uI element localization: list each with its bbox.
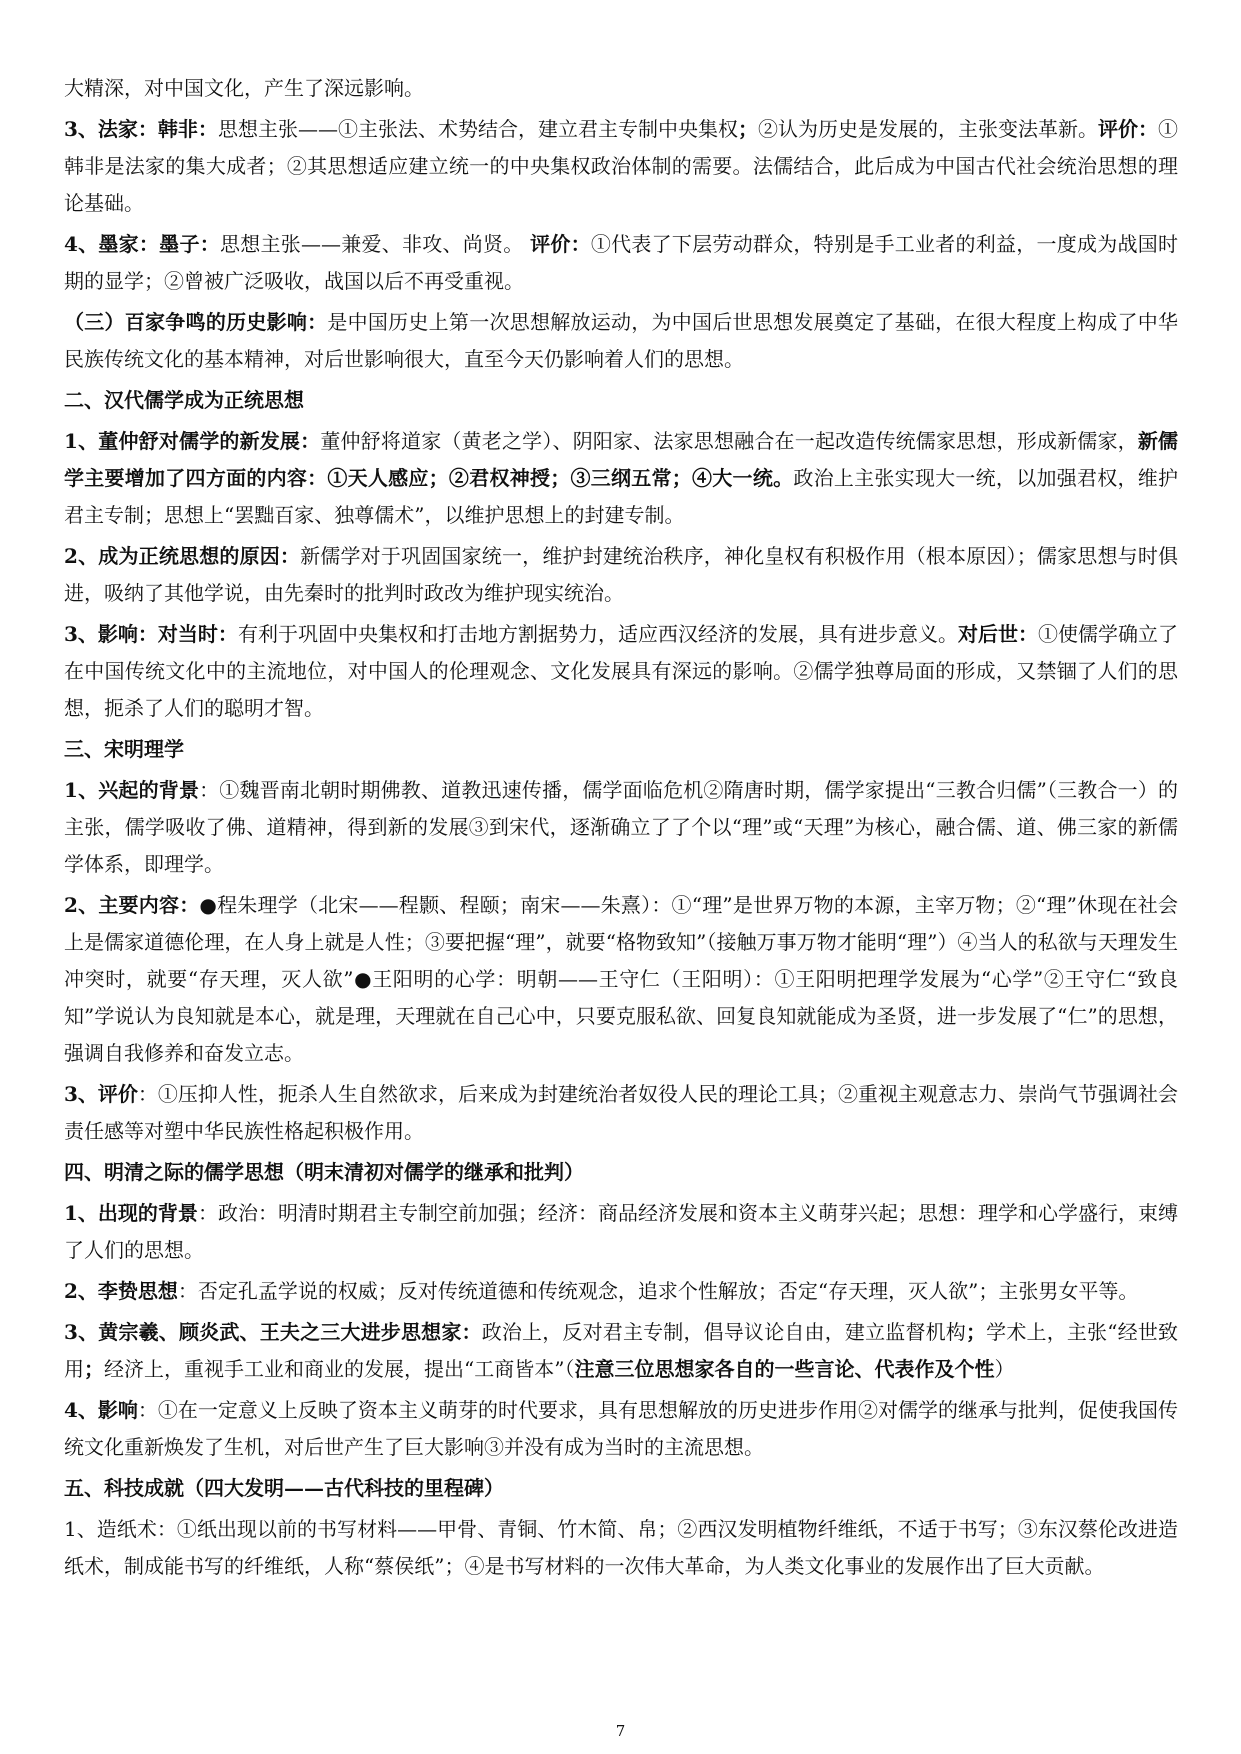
body-text: ）	[994, 1357, 1015, 1381]
paragraph-p14	[64, 1195, 1178, 1269]
bold-text: 3、影响：对当时：	[64, 622, 238, 646]
body-text: 经济上，重视手工业和商业的发展，提出“工商皆本”（	[104, 1357, 575, 1381]
bold-text: ；	[965, 1320, 986, 1344]
bold-text: 1、董仲舒对儒学的新发展：	[64, 429, 321, 453]
bold-text: 新儒学主要增加了四方面的内容：①天人感应；②君权神授；③三纲五常；④大一统。	[64, 429, 1179, 490]
paragraph-p6	[64, 423, 1178, 534]
paragraph-p5	[64, 382, 1178, 419]
body-text: ②认为历史是发展的，主张变法革新。	[757, 117, 1099, 141]
paragraph-p17	[64, 1392, 1178, 1466]
paragraph-p10	[64, 772, 1178, 883]
body-text: ①使儒学确立了在中国传统文化中的主流地位，对中国人的伦理观念、文化发展具有深远的影响。②儒学独尊局面的形成，又禁锢了人们的思想，扼杀了人们的聪明才智。	[64, 622, 1179, 720]
body-text: 新儒学对于巩固国家统一，维护封建统治秩序，神化皇权有积极作用（根本原因）；儒家思想与时俱进，吸纳了其他学说，由先秦时的批判时政改为维护现实统治。	[64, 544, 1179, 605]
body-text: 政治上，反对君主专制，倡导议论自由，建立监督机构	[481, 1320, 966, 1344]
body-text: ●程朱理学（北宋——程颢、程颐；南宋——朱熹）：①“理”是世界万物的本源，主宰万物；②“理”休现在社会上是儒家道德伦理，在人身上就是人性；③要把握“理”，就要“格物致知”（接触万事万物才能明“理”）④当人的私欲与天理发生冲突时，就要“存天理，灭人欲”●王阳明的心学：明朝——王守仁（王阳明）：①王阳明把理学发展为“心学”②王守仁“致良知”学说认为良知就是本心，就是理，天理就在自己心中，只要克服私欲、回复良知就能成为圣贤，进一步发展了“仁”的思想，强调自我修养和奋发立志。	[64, 893, 1178, 1065]
paragraph-p12	[64, 1076, 1178, 1150]
body-text: ：①魏晋南北朝时期佛教、道教迅速传播，儒学面临危机②隋唐时期，儒学家提出“三教合归儒”（三教合一）的主张，儒学吸收了佛、道精神，得到新的发展③到宋代，逐渐确立了了个以“理”或“天理”为核心，融合儒、道、佛三家的新儒学体系，即理学。	[64, 778, 1178, 876]
paragraph-p15	[64, 1273, 1178, 1310]
paragraph-p16	[64, 1314, 1178, 1388]
bold-text: 评价：	[1098, 117, 1159, 141]
body-text: 思想主张——兼爱、非攻、尚贤。	[219, 232, 531, 256]
document-body	[64, 70, 1178, 1589]
body-text: ：否定孔孟学说的权威；反对传统道德和传统观念，追求个性解放；否定“存天理，灭人欲”；主张男女平等。	[177, 1279, 1139, 1303]
body-text: 政治上主张实现大一统，以加强君权，维护君主专制；思想上“罢黜百家、独尊儒术”，以维护思想上的封建专制。	[64, 466, 1179, 527]
body-text: ：①压抑人性，扼杀人生自然欲求，后来成为封建统治者奴役人民的理论工具；②重视主观意志力、崇尚气节强调社会责任感等对塑中华民族性格起积极作用。	[64, 1082, 1178, 1143]
bold-text: 评价：	[530, 232, 591, 256]
paragraph-p4	[64, 304, 1178, 378]
paragraph-p19	[64, 1511, 1178, 1585]
bold-text: 三、宋明理学	[64, 737, 184, 761]
paragraph-p13	[64, 1154, 1178, 1191]
paragraph-p2	[64, 111, 1178, 222]
body-text: 1、造纸术：①纸出现以前的书写材料——甲骨、青铜、竹木简、帛；②西汉发明植物纤维纸，不适于书写；③东汉蔡伦改进造纸术，制成能书写的纤维纸，人称“蔡侯纸”；④是书写材料的一次伟大革命，为人类文化事业的发展作出了巨大贡献。	[64, 1517, 1178, 1578]
paragraph-p1	[64, 70, 1178, 107]
body-text: 是中国历史上第一次思想解放运动，为中国后世思想发展奠定了基础，在很大程度上构成了中华民族传统文化的基本精神，对后世影响很大，直至今天仍影响着人们的思想。	[64, 310, 1179, 371]
bold-text: 1、兴起的背景	[64, 778, 200, 802]
body-text: ①韩非是法家的集大成者；②其思想适应建立统一的中央集权政治体制的需要。法儒结合，此后成为中国古代社会统治思想的理论基础。	[64, 117, 1179, 215]
paragraph-p8	[64, 616, 1178, 727]
paragraph-p11	[64, 887, 1178, 1072]
bold-text: 注意三位思想家各自的一些言论、代表作及个性	[574, 1357, 995, 1381]
bold-text: 2、李贽思想	[64, 1279, 178, 1303]
bold-text: 4、墨家：墨子：	[64, 232, 220, 256]
body-text: 学术上，主张“经世致用	[64, 1320, 1178, 1381]
bold-text: 4、影响	[64, 1398, 138, 1422]
document-content	[64, 70, 1178, 1585]
body-text: ①代表了下层劳动群众，特别是手工业者的利益，一度成为战国时期的显学；②曾被广泛吸收，战国以后不再受重视。	[64, 232, 1179, 293]
bold-text: 五、科技成就（四大发明——古代科技的里程碑）	[64, 1476, 504, 1500]
bold-text: 3、法家：韩非：	[64, 117, 218, 141]
bold-text: （三）百家争鸣的历史影响：	[64, 310, 328, 334]
bold-text: 2、成为正统思想的原因：	[64, 544, 301, 568]
body-text: ：政治：明清时期君主专制空前加强；经济：商品经济发展和资本主义萌芽兴起；思想：理学和心学盛行，束缚了人们的思想。	[64, 1201, 1179, 1262]
body-text: 有利于巩固中央集权和打击地方割据势力，适应西汉经济的发展，具有进步意义。	[237, 622, 958, 646]
bold-text: 对后世：	[958, 622, 1039, 646]
bold-text: 四、明清之际的儒学思想（明末清初对儒学的继承和批判）	[64, 1160, 584, 1184]
body-text: 董仲舒将道家（黄老之学）、阴阳家、法家思想融合在一起改造传统儒家思想，形成新儒家，	[320, 429, 1138, 453]
bold-text: ；	[737, 117, 758, 141]
bold-text: 2、主要内容：	[64, 893, 200, 917]
paragraph-p9	[64, 731, 1178, 768]
body-text: 思想主张——①主张法、术势结合，建立君主专制中央集权	[217, 117, 738, 141]
bold-text: ；	[84, 1357, 104, 1381]
paragraph-p18	[64, 1470, 1178, 1507]
paragraph-p7	[64, 538, 1178, 612]
bold-text: 3、评价	[64, 1082, 138, 1106]
bold-text: 1、出现的背景	[64, 1201, 198, 1225]
body-text: ：①在一定意义上反映了资本主义萌芽的时代要求，具有思想解放的历史进步作用②对儒学的继承与批判，促使我国传统文化重新焕发了生机，对后世产生了巨大影响③并没有成为当时的主流思想。	[64, 1398, 1178, 1459]
body-text: 大精深，对中国文化，产生了深远影响。	[64, 76, 424, 100]
page-number: 7	[615, 1722, 626, 1740]
bold-text: 二、汉代儒学成为正统思想	[64, 388, 304, 412]
bold-text: 3、黄宗羲、顾炎武、王夫之三大进步思想家：	[64, 1320, 482, 1344]
paragraph-p3	[64, 226, 1178, 300]
